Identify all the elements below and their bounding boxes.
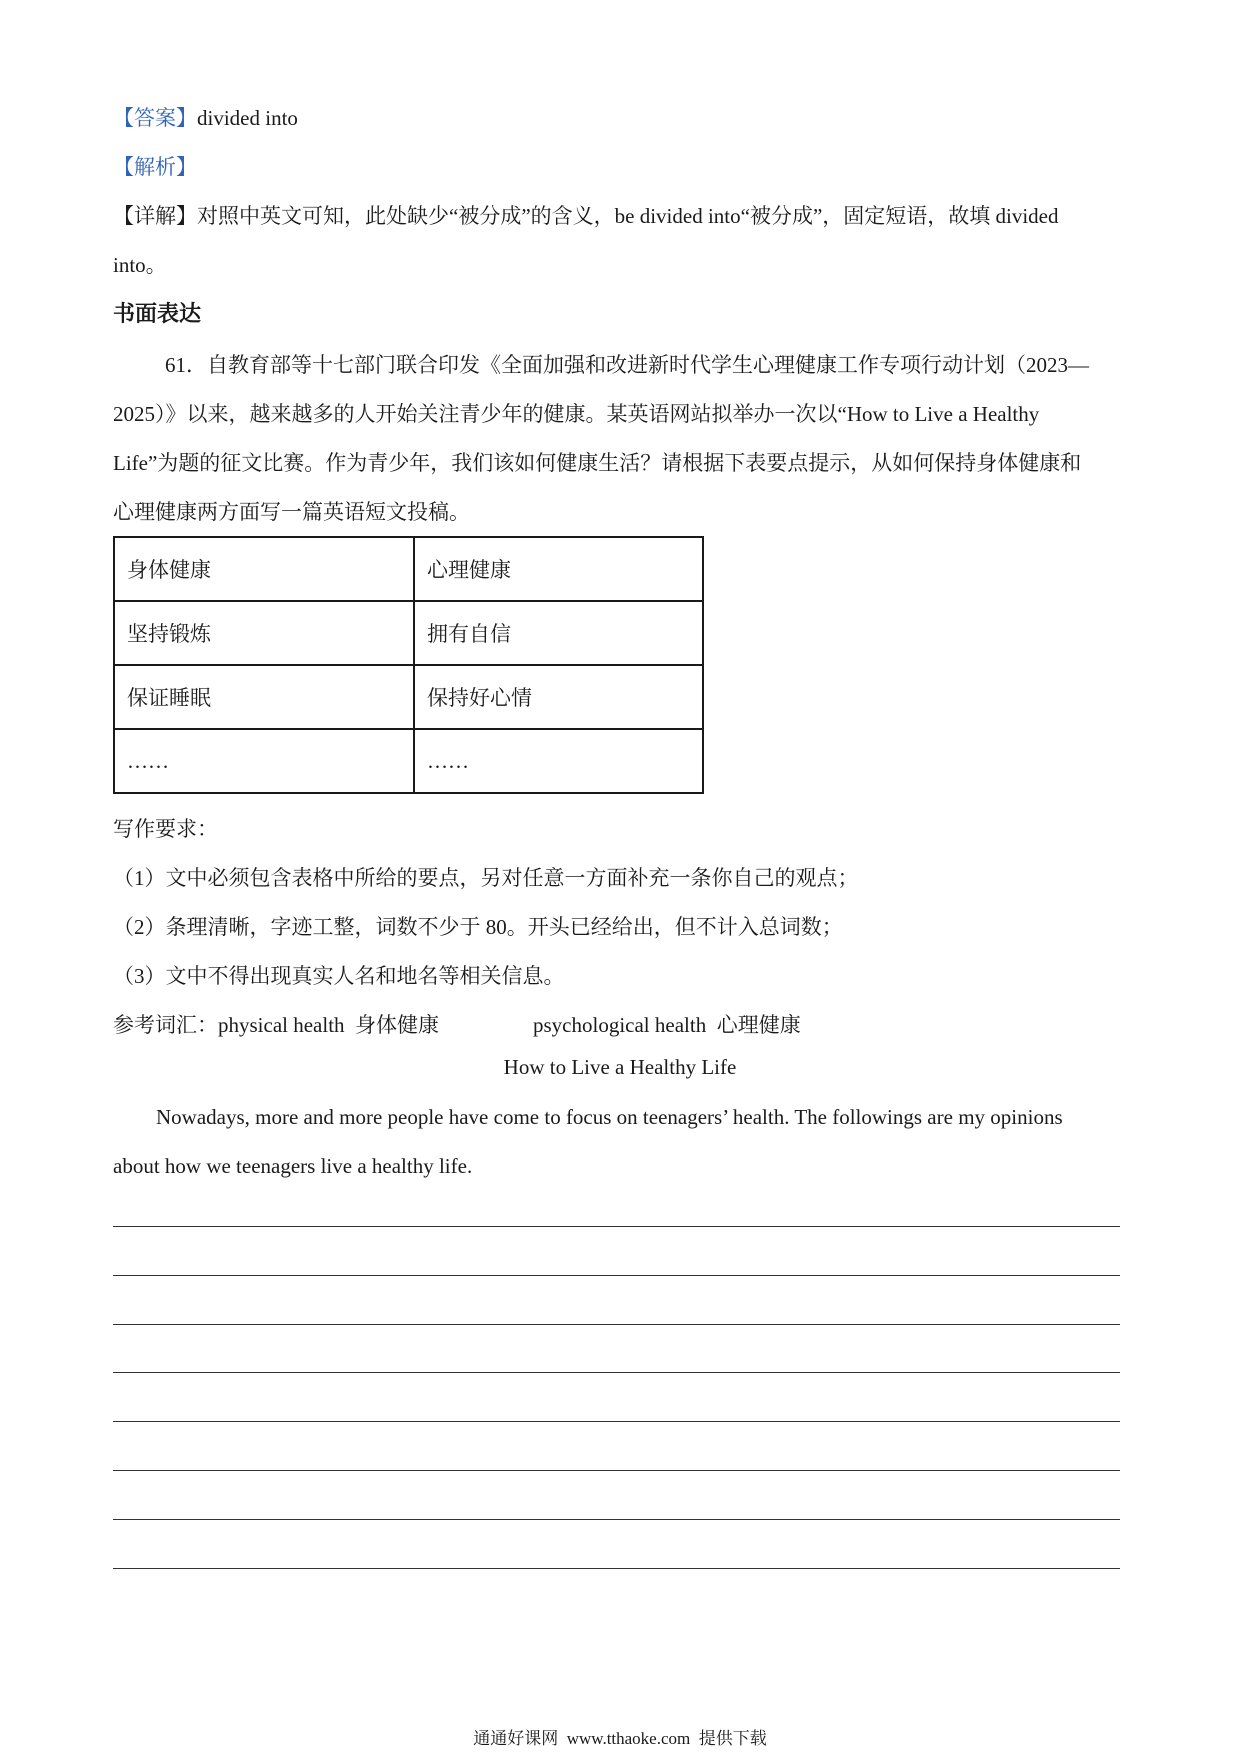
vocab-item-1: physical health 身体健康: [218, 1013, 440, 1037]
requirement-item-3: （3）文中不得出现真实人名和地名等相关信息。: [113, 964, 565, 988]
writing-line[interactable]: [113, 1470, 1120, 1471]
table-cell: 心理健康: [414, 537, 703, 601]
question-text-1: 61．自教育部等十七部门联合印发《全面加强和改进新时代学生心理健康工作专项行动计划（2023—: [165, 353, 1089, 377]
detail-text-1: 对照中英文可知，此处缺少“被分成”的含义，be divided into“被分成”，固定短语，故填 divided: [197, 204, 1059, 228]
answer-text: divided into: [197, 106, 298, 130]
section-title: 书面表达: [113, 302, 202, 327]
writing-line[interactable]: [113, 1568, 1120, 1569]
writing-line[interactable]: [113, 1275, 1120, 1276]
table-cell: 坚持锻炼: [114, 601, 414, 665]
analysis-line: [113, 152, 1127, 182]
vocab-label: 参考词汇：: [113, 1013, 218, 1037]
analysis-label: 【解析】: [113, 155, 197, 179]
table-row: [114, 729, 703, 793]
essay-text-2: about how we teenagers live a healthy life.: [113, 1154, 473, 1178]
question-line-1: [113, 350, 1127, 380]
vocab-item-2: psychological health 心理健康: [533, 1013, 801, 1037]
question-text-2: 2025）》以来，越来越多的人开始关注青少年的健康。某英语网站拟举办一次以“How to Live a Healthy: [113, 402, 1040, 426]
question-text-4: 心理健康两方面写一篇英语短文投稿。: [113, 500, 470, 524]
writing-line[interactable]: [113, 1324, 1120, 1325]
detail-text-2: into。: [113, 253, 167, 277]
requirement-item-2: （2）条理清晰，字迹工整，词数不少于 80。开头已经给出，但不计入总词数；: [113, 915, 843, 939]
essay-line-2: [113, 1151, 1127, 1181]
detail-line-1: [113, 201, 1127, 231]
table-cell: ……: [414, 729, 703, 793]
table-row: [114, 601, 703, 665]
question-text-3: Life”为题的征文比赛。作为青少年，我们该如何健康生活？请根据下表要点提示，从如何保持身体健康和: [113, 451, 1082, 475]
detail-label: 【详解】: [113, 204, 197, 228]
table-row: [114, 665, 703, 729]
question-line-2: [113, 399, 1127, 429]
table-cell: 保持好心情: [414, 665, 703, 729]
requirements-heading: 写作要求：: [113, 817, 218, 841]
detail-line-2: [113, 250, 1127, 280]
essay-line-1: [113, 1102, 1127, 1132]
essay-text-1: Nowadays, more and more people have come to focus on teenagers’ health. The followings are my opinions: [156, 1105, 1063, 1129]
vocab-line: [113, 1010, 1127, 1040]
table-cell: 拥有自信: [414, 601, 703, 665]
question-line-4: [113, 497, 1127, 527]
table-row: [114, 537, 703, 601]
essay-title: How to Live a Healthy Life: [503, 1055, 737, 1079]
question-line-3: [113, 448, 1127, 478]
writing-line[interactable]: [113, 1421, 1120, 1422]
requirement-item-1: （1）文中必须包含表格中所给的要点，另对任意一方面补充一条你自己的观点；: [113, 866, 859, 890]
table-cell: 身体健康: [114, 537, 414, 601]
answer-line: [113, 103, 1127, 133]
table-cell: ……: [114, 729, 414, 793]
writing-line[interactable]: [113, 1226, 1120, 1227]
table-cell: 保证睡眠: [114, 665, 414, 729]
answer-label: 【答案】: [113, 106, 197, 130]
writing-line[interactable]: [113, 1372, 1120, 1373]
writing-line[interactable]: [113, 1519, 1120, 1520]
page-footer: 通通好课网 www.tthaoke.com 提供下载: [473, 1729, 767, 1748]
points-table: [113, 536, 704, 794]
